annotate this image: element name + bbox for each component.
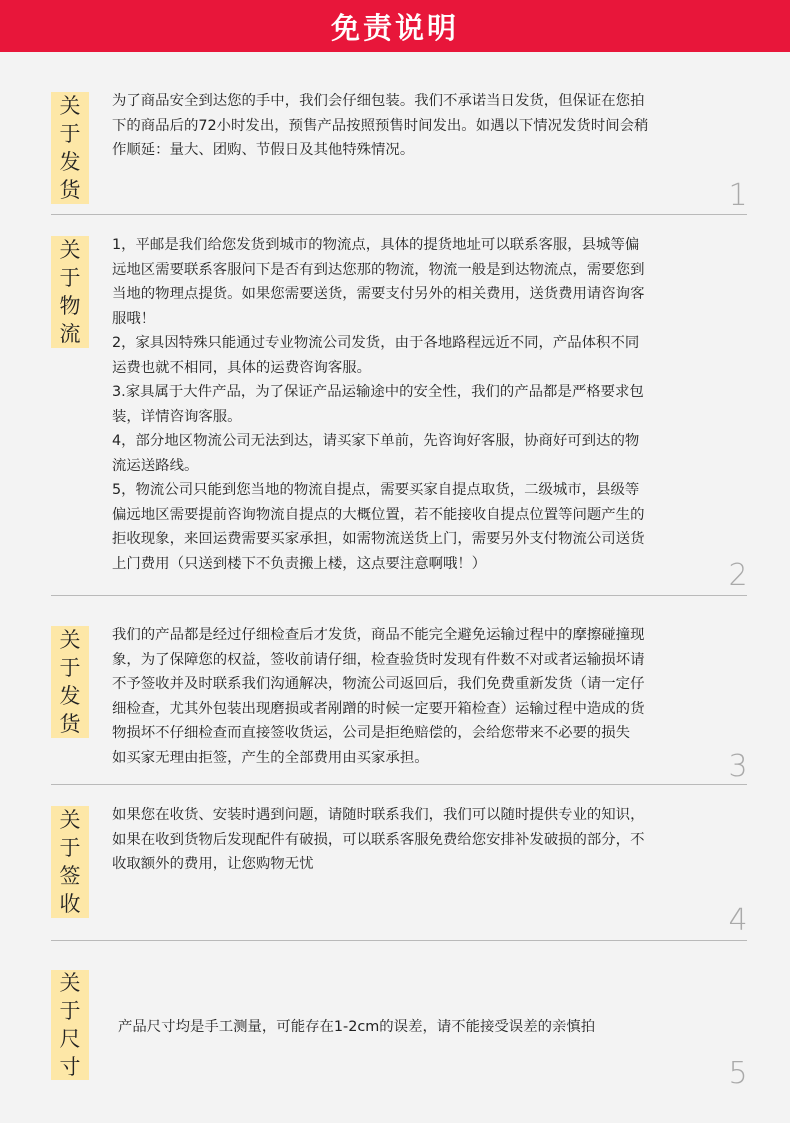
section-tag-size: 关 于 尺 寸 <box>51 970 89 1080</box>
section-tag-shipping: 关 于 发 货 <box>51 92 89 204</box>
section-number: 4 <box>728 903 748 938</box>
section-text-receipt: 如果您在收货、安装时遇到问题，请随时联系我们，我们可以随时提供专业的知识， 如果在收到货物后发现配件有破损，可以联系客服免费给您安排补发破损的部分，不 收取额外的费用，让您购物无忧 <box>112 807 645 872</box>
section-tag-delivery: 关 于 发 货 <box>51 626 89 738</box>
section-text-size: 产品尺寸均是手工测量，可能存在1-2cm的误差，请不能接受误差的亲慎拍 <box>118 1019 596 1035</box>
section-text-shipping: 为了商品安全到达您的手中，我们会仔细包装。我们不承诺当日发货，但保证在您拍 下的商品后的72小时发出，预售产品按照预售时间发出。如遇以下情况发货时间会稍 作顺延：量大、团购、节假日及其他特殊情况。 <box>112 93 649 158</box>
divider <box>51 595 747 596</box>
divider <box>51 214 747 215</box>
section-number: 1 <box>728 178 748 213</box>
section-number: 3 <box>728 749 748 784</box>
section-text-delivery: 我们的产品都是经过仔细检查后才发货，商品不能完全避免运输过程中的摩擦碰撞现 象，为了保障您的权益，签收前请仔细，检查验货时发现有件数不对或者运输损坏请 不予签收并及时联系我们沟通解决，物流公司返回后，我们免费重新发货（请一定仔 细检查，尤其外包装出现磨损或者剐蹭的时候一定要开箱检查）运输过程中造成的货 物损坏不仔细检查而直接签收货运，公司是拒绝赔偿的，会给您带来不必要的损失 如买家无理由拒签，产生的全部费用由买家承担。 <box>112 627 645 766</box>
divider <box>51 940 747 941</box>
page-header <box>0 0 790 52</box>
page-title: 免责说明 <box>330 10 459 45</box>
section-number: 2 <box>728 558 748 593</box>
section-text-logistics: 1，平邮是我们给您发货到城市的物流点，具体的提货地址可以联系客服，县城等偏 远地区需要联系客服问下是否有到达您那的物流，物流一般是到达物流点，需要您到 当地的物理点提货。如果您需要送货，需要支付另外的相关费用，送货费用请咨询客 服哦！ 2，家具因特殊只能通过专业物流公司发货，由于各地路程远近不同，产品体积不同 运费也就不相同，具体的运费咨询客服。 3.家具属于大件产品，为了保证产品运输途中的安全性，我们的产品都是严格要求包 装，详情咨询客服。 4，部分地区物流公司无法到达，请买家下单前，先咨询好客服，协商好可到达的物 流运送路线。 5，物流公司只能到您当地的物流自提点，需要买家自提点取货，二级城市，县级等 偏远地区需要提前咨询物流自提点的大概位置，若不能接收自提点位置等问题产生的 拒收现象，来回运费需要买家承担，如需物流送货上门，需要另外支付物流公司送货 上门费用（只送到楼下不负责搬上楼，这点要注意啊哦！） <box>112 237 645 572</box>
section-tag-receipt: 关 于 签 收 <box>51 806 89 918</box>
divider <box>51 784 747 785</box>
section-number: 5 <box>728 1056 748 1091</box>
section-tag-logistics: 关 于 物 流 <box>51 236 89 348</box>
